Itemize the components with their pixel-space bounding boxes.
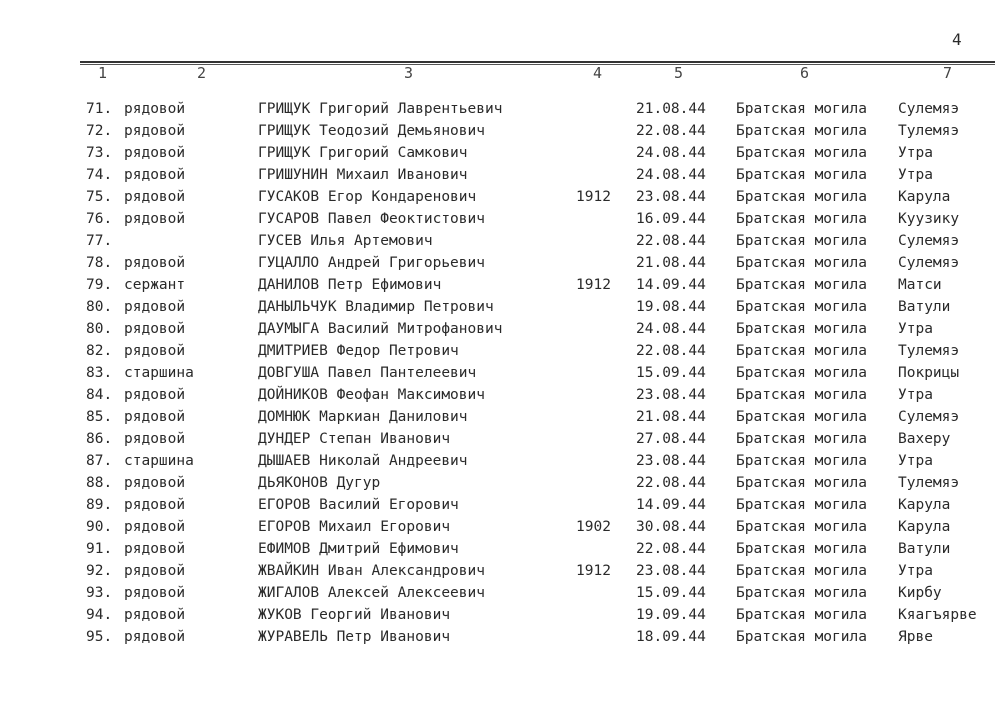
row-burial-type: Братская могила [736, 563, 867, 579]
row-name: ГУСЕВ Илья Артемович [258, 233, 433, 249]
row-burial-type: Братская могила [736, 475, 867, 491]
row-name: ГРИЩУК Теодозий Демьянович [258, 123, 485, 139]
column-header-4: 4 [593, 64, 603, 82]
row-burial-type: Братская могила [736, 211, 867, 227]
row-rank: рядовой [124, 211, 186, 227]
row-burial-place: Покрицы [898, 365, 960, 381]
row-rank: сержант [124, 277, 186, 293]
row-rank: рядовой [124, 563, 186, 579]
table-row [0, 472, 1000, 494]
row-rank: старшина [124, 453, 194, 469]
row-burial-place: Утра [898, 321, 933, 337]
row-burial-place: Карула [898, 497, 951, 513]
row-death-date: 15.09.44 [636, 365, 706, 381]
table-row [0, 626, 1000, 648]
row-burial-place: Кирбу [898, 585, 942, 601]
row-death-date: 23.08.44 [636, 563, 706, 579]
row-name: ДАНИЛОВ Петр Ефимович [258, 277, 442, 293]
table-row [0, 274, 1000, 296]
row-death-date: 18.09.44 [636, 629, 706, 645]
row-number: 80. [86, 299, 113, 315]
row-number: 76. [86, 211, 113, 227]
row-burial-place: Кяагъярве [898, 607, 977, 623]
row-number: 82. [86, 343, 113, 359]
row-death-date: 16.09.44 [636, 211, 706, 227]
row-burial-place: Ватули [898, 299, 951, 315]
row-death-date: 27.08.44 [636, 431, 706, 447]
row-rank: рядовой [124, 629, 186, 645]
row-rank: рядовой [124, 299, 186, 315]
column-header-5: 5 [674, 64, 684, 82]
row-burial-type: Братская могила [736, 343, 867, 359]
row-rank: рядовой [124, 475, 186, 491]
column-header-6: 6 [800, 64, 810, 82]
row-birth-year: 1912 [576, 277, 611, 293]
row-burial-place: Утра [898, 453, 933, 469]
row-rank: рядовой [124, 189, 186, 205]
row-rank: рядовой [124, 123, 186, 139]
row-burial-place: Тулемяэ [898, 475, 960, 491]
row-rank: рядовой [124, 321, 186, 337]
row-number: 73. [86, 145, 113, 161]
row-burial-place: Тулемяэ [898, 343, 960, 359]
row-number: 79. [86, 277, 113, 293]
row-number: 95. [86, 629, 113, 645]
row-burial-type: Братская могила [736, 255, 867, 271]
row-death-date: 14.09.44 [636, 277, 706, 293]
row-burial-place: Утра [898, 387, 933, 403]
row-rank: рядовой [124, 101, 186, 117]
row-number: 85. [86, 409, 113, 425]
row-burial-type: Братская могила [736, 123, 867, 139]
row-rank: рядовой [124, 607, 186, 623]
row-number: 72. [86, 123, 113, 139]
row-burial-place: Сулемяэ [898, 409, 960, 425]
row-burial-type: Братская могила [736, 189, 867, 205]
row-burial-place: Куузику [898, 211, 960, 227]
row-death-date: 30.08.44 [636, 519, 706, 535]
row-death-date: 14.09.44 [636, 497, 706, 513]
row-death-date: 23.08.44 [636, 387, 706, 403]
row-burial-type: Братская могила [736, 167, 867, 183]
row-rank: рядовой [124, 409, 186, 425]
row-death-date: 22.08.44 [636, 343, 706, 359]
row-burial-place: Матси [898, 277, 942, 293]
row-rank: рядовой [124, 431, 186, 447]
column-header-1: 1 [98, 64, 108, 82]
table-row [0, 142, 1000, 164]
row-birth-year: 1912 [576, 563, 611, 579]
row-death-date: 24.08.44 [636, 167, 706, 183]
column-header-7: 7 [943, 64, 953, 82]
row-burial-type: Братская могила [736, 233, 867, 249]
row-burial-type: Братская могила [736, 497, 867, 513]
table-row [0, 450, 1000, 472]
row-name: ДМИТРИЕВ Федор Петрович [258, 343, 459, 359]
table-row [0, 604, 1000, 626]
row-name: ГРИШУНИН Михаил Иванович [258, 167, 468, 183]
row-name: ДЫШАЕВ Николай Андреевич [258, 453, 468, 469]
row-burial-type: Братская могила [736, 431, 867, 447]
row-name: ЕФИМОВ Дмитрий Ефимович [258, 541, 459, 557]
row-rank: рядовой [124, 343, 186, 359]
table-row [0, 362, 1000, 384]
row-death-date: 22.08.44 [636, 541, 706, 557]
row-burial-place: Карула [898, 189, 951, 205]
row-burial-place: Сулемяэ [898, 101, 960, 117]
row-burial-type: Братская могила [736, 365, 867, 381]
table-row [0, 538, 1000, 560]
row-rank: рядовой [124, 255, 186, 271]
row-number: 89. [86, 497, 113, 513]
row-burial-place: Утра [898, 563, 933, 579]
row-rank: рядовой [124, 167, 186, 183]
table-row [0, 186, 1000, 208]
row-number: 92. [86, 563, 113, 579]
table-row [0, 494, 1000, 516]
table-row [0, 582, 1000, 604]
row-name: ГУСАКОВ Егор Кондаренович [258, 189, 477, 205]
row-burial-place: Карула [898, 519, 951, 535]
row-burial-type: Братская могила [736, 299, 867, 315]
row-burial-type: Братская могила [736, 277, 867, 293]
row-burial-type: Братская могила [736, 101, 867, 117]
row-number: 84. [86, 387, 113, 403]
row-number: 71. [86, 101, 113, 117]
row-death-date: 21.08.44 [636, 409, 706, 425]
table-row [0, 516, 1000, 538]
row-name: ДАУМЫГА Василий Митрофанович [258, 321, 503, 337]
row-name: ЕГОРОВ Василий Егорович [258, 497, 459, 513]
header-rule [80, 61, 995, 63]
row-burial-type: Братская могила [736, 607, 867, 623]
table-row [0, 340, 1000, 362]
table-row [0, 164, 1000, 186]
table-row [0, 120, 1000, 142]
row-name: ДОМНЮК Маркиан Данилович [258, 409, 468, 425]
column-header-3: 3 [404, 64, 414, 82]
row-burial-place: Сулемяэ [898, 255, 960, 271]
row-burial-place: Утра [898, 167, 933, 183]
row-death-date: 19.09.44 [636, 607, 706, 623]
row-rank: рядовой [124, 145, 186, 161]
row-burial-type: Братская могила [736, 453, 867, 469]
row-burial-place: Вахеру [898, 431, 951, 447]
row-burial-type: Братская могила [736, 519, 867, 535]
row-name: ГУЦАЛЛО Андрей Григорьевич [258, 255, 485, 271]
row-name: ГУСАРОВ Павел Феоктистович [258, 211, 485, 227]
row-burial-type: Братская могила [736, 629, 867, 645]
row-number: 90. [86, 519, 113, 535]
table-row [0, 208, 1000, 230]
row-death-date: 21.08.44 [636, 101, 706, 117]
row-burial-place: Ватули [898, 541, 951, 557]
row-number: 94. [86, 607, 113, 623]
row-rank: рядовой [124, 387, 186, 403]
row-number: 91. [86, 541, 113, 557]
row-birth-year: 1912 [576, 189, 611, 205]
row-death-date: 23.08.44 [636, 189, 706, 205]
row-death-date: 24.08.44 [636, 321, 706, 337]
row-name: ДЬЯКОНОВ Дугур [258, 475, 381, 491]
row-death-date: 22.08.44 [636, 475, 706, 491]
row-number: 86. [86, 431, 113, 447]
row-number: 78. [86, 255, 113, 271]
table-row [0, 406, 1000, 428]
row-death-date: 15.09.44 [636, 585, 706, 601]
row-name: ДОЙНИКОВ Феофан Максимович [258, 387, 485, 403]
row-name: ДАНЫЛЬЧУК Владимир Петрович [258, 299, 494, 315]
row-burial-place: Утра [898, 145, 933, 161]
row-burial-type: Братская могила [736, 387, 867, 403]
table-row [0, 252, 1000, 274]
row-burial-type: Братская могила [736, 409, 867, 425]
row-number: 77. [86, 233, 113, 249]
row-rank: рядовой [124, 541, 186, 557]
row-burial-type: Братская могила [736, 541, 867, 557]
row-rank: рядовой [124, 519, 186, 535]
row-number: 93. [86, 585, 113, 601]
row-name: ЖИГАЛОВ Алексей Алексеевич [258, 585, 485, 601]
row-death-date: 22.08.44 [636, 233, 706, 249]
row-name: ЖУРАВЕЛЬ Петр Иванович [258, 629, 451, 645]
table-row [0, 318, 1000, 340]
table-row [0, 98, 1000, 120]
row-number: 88. [86, 475, 113, 491]
row-number: 74. [86, 167, 113, 183]
row-name: ГРИЩУК Григорий Лаврентьевич [258, 101, 503, 117]
row-death-date: 21.08.44 [636, 255, 706, 271]
row-rank: рядовой [124, 585, 186, 601]
record-list [0, 98, 1000, 648]
row-burial-place: Тулемяэ [898, 123, 960, 139]
row-name: ГРИЩУК Григорий Самкович [258, 145, 468, 161]
row-number: 80. [86, 321, 113, 337]
table-row [0, 384, 1000, 406]
row-death-date: 23.08.44 [636, 453, 706, 469]
header-rule-secondary [80, 64, 995, 65]
row-death-date: 19.08.44 [636, 299, 706, 315]
row-rank: рядовой [124, 497, 186, 513]
row-name: ДОВГУША Павел Пантелеевич [258, 365, 477, 381]
table-row [0, 428, 1000, 450]
row-burial-type: Братская могила [736, 145, 867, 161]
row-name: ДУНДЕР Степан Иванович [258, 431, 451, 447]
row-burial-type: Братская могила [736, 321, 867, 337]
table-row [0, 230, 1000, 252]
row-death-date: 24.08.44 [636, 145, 706, 161]
row-number: 83. [86, 365, 113, 381]
row-burial-type: Братская могила [736, 585, 867, 601]
table-row [0, 560, 1000, 582]
table-row [0, 296, 1000, 318]
row-burial-place: Сулемяэ [898, 233, 960, 249]
row-birth-year: 1902 [576, 519, 611, 535]
row-rank: старшина [124, 365, 194, 381]
column-header-2: 2 [197, 64, 207, 82]
row-burial-place: Ярве [898, 629, 933, 645]
row-name: ЕГОРОВ Михаил Егорович [258, 519, 451, 535]
row-name: ЖВАЙКИН Иван Александрович [258, 563, 485, 579]
row-death-date: 22.08.44 [636, 123, 706, 139]
row-name: ЖУКОВ Георгий Иванович [258, 607, 451, 623]
row-number: 87. [86, 453, 113, 469]
page-number: 4 [952, 30, 962, 49]
row-number: 75. [86, 189, 113, 205]
